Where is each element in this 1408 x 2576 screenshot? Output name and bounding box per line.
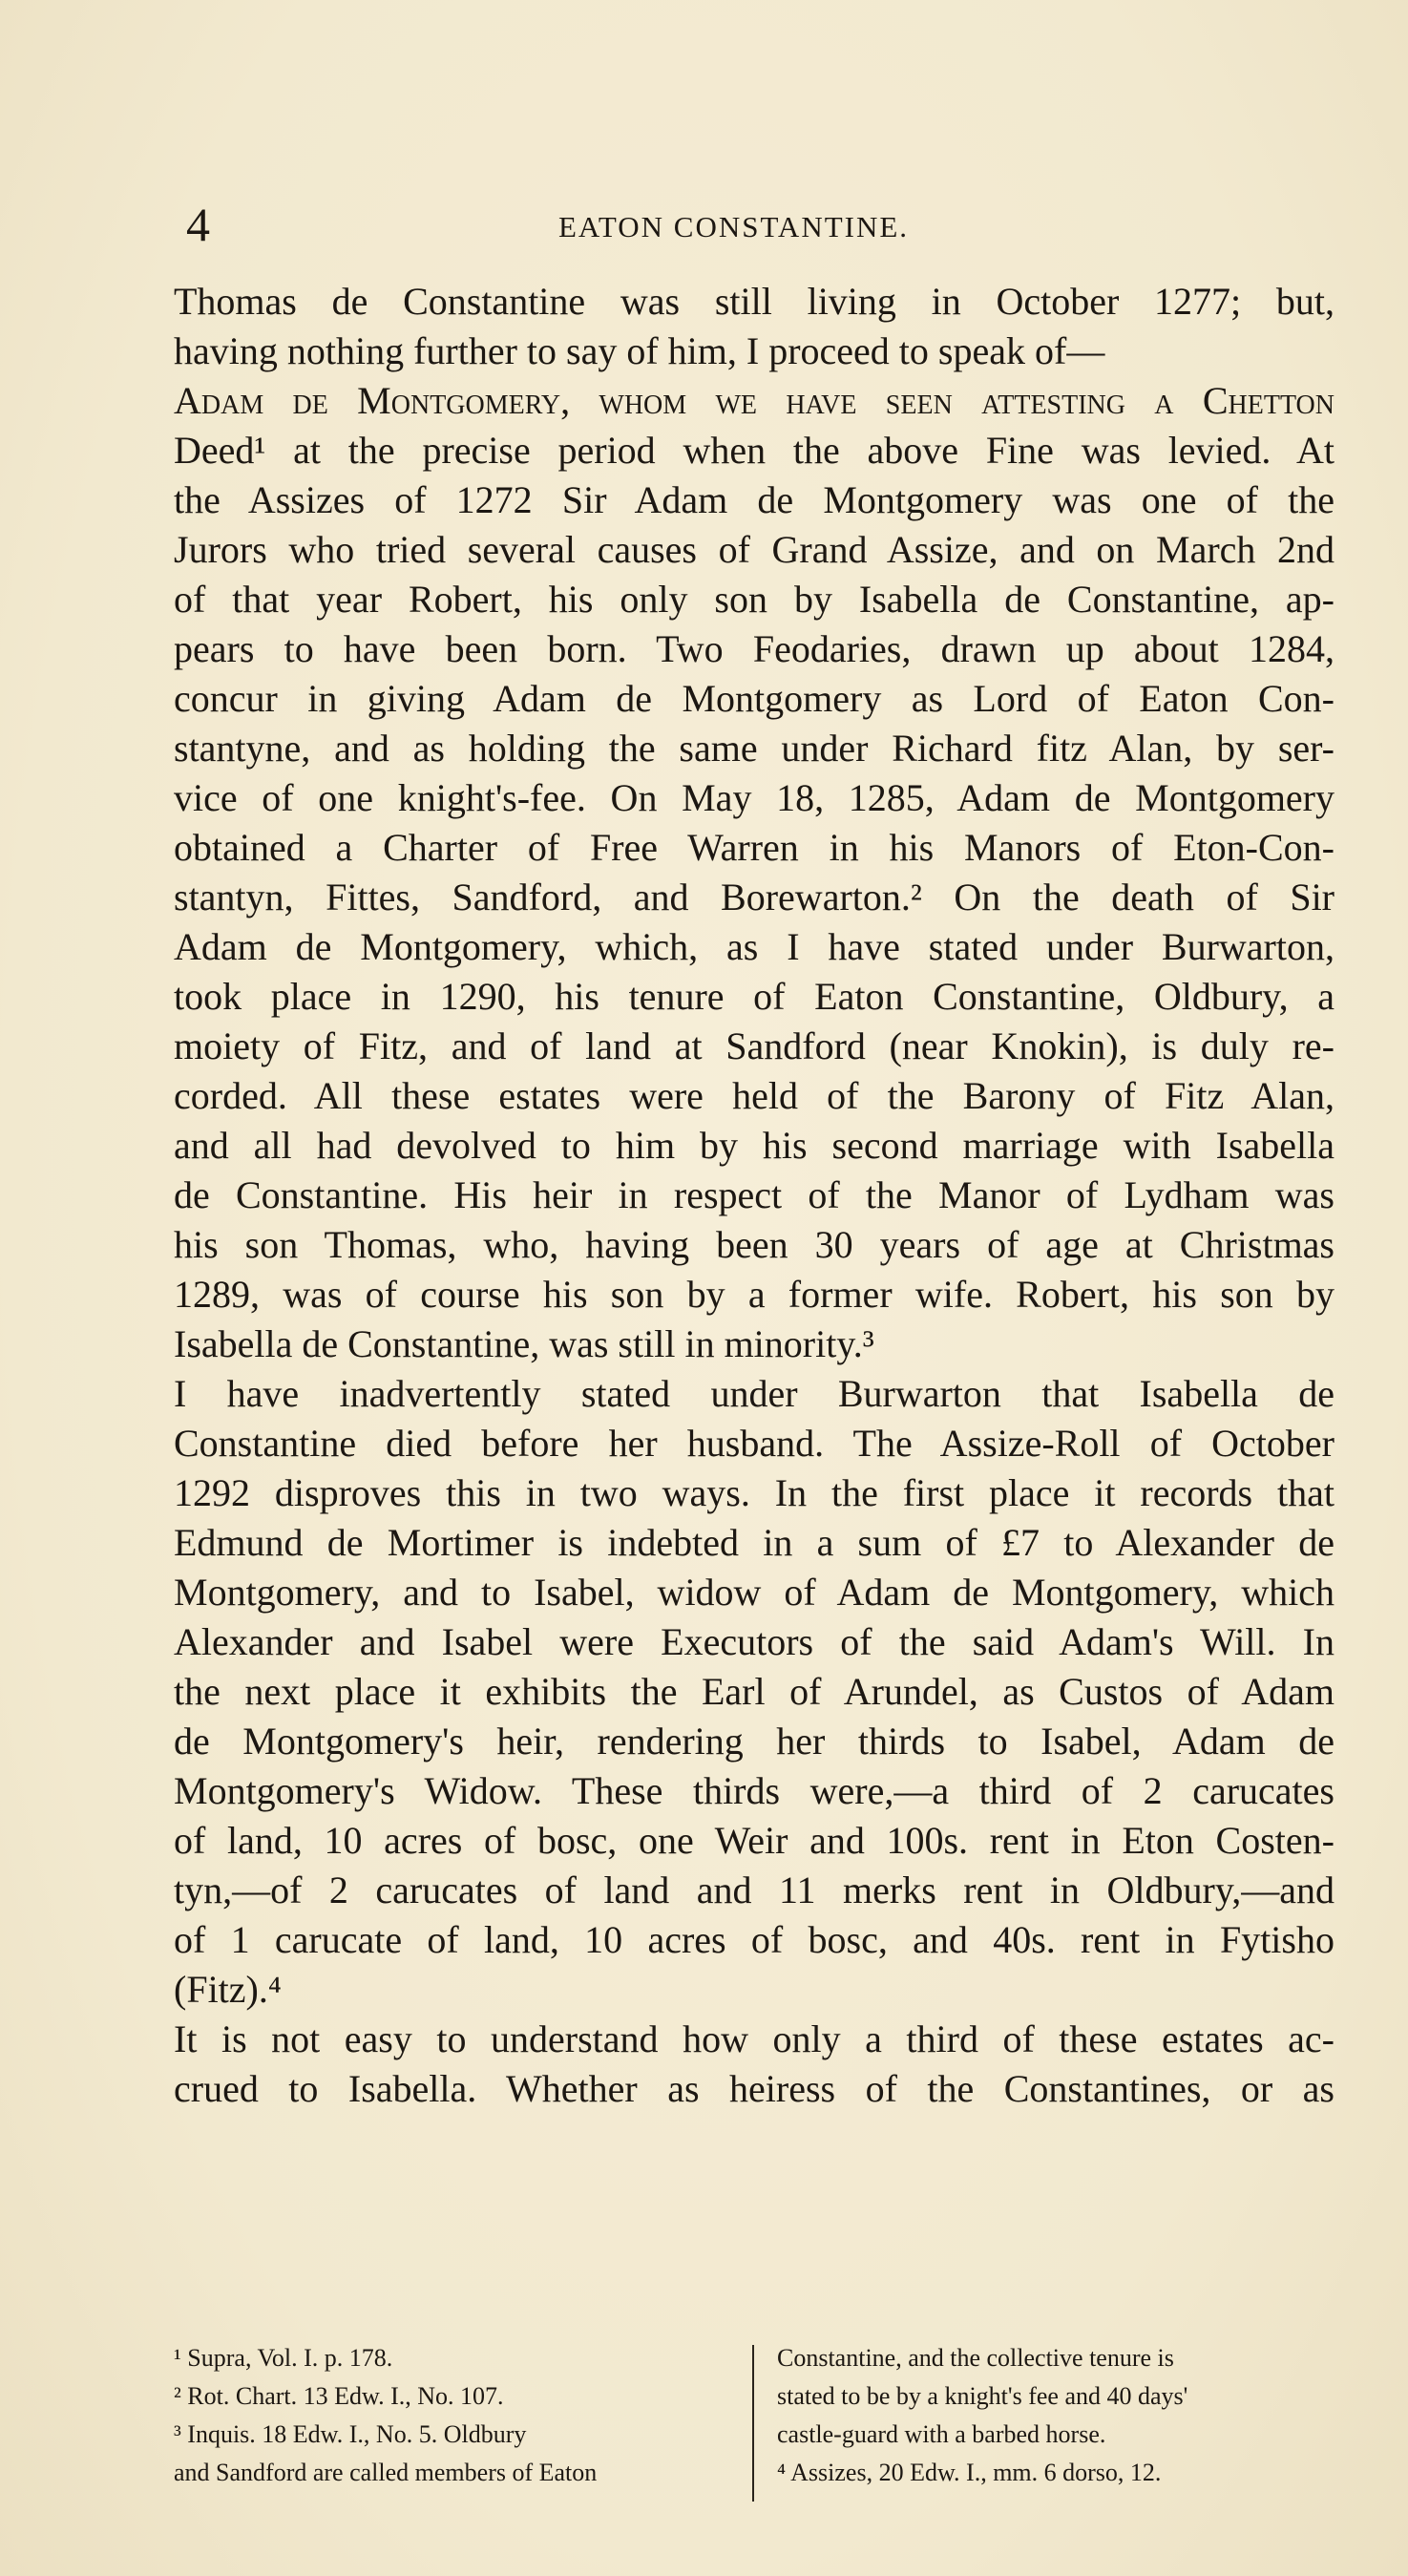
footnotes <box>174 2339 1334 2511</box>
text-line: of that year Robert, his only son by Isabella de Constantine, ap- <box>174 578 1334 621</box>
text-line: Isabella de Constantine, was still in minority.³ <box>174 1322 874 1365</box>
text-line: Montgomery's Widow. These thirds were,—a third of 2 carucates <box>174 1769 1334 1812</box>
footnote-line: castle-guard with a barbed horse. <box>777 2420 1106 2448</box>
text-line: crued to Isabella. Whether as heiress of the Constantines, or as <box>174 2067 1334 2110</box>
text-line: Edmund de Mortimer is indebted in a sum of £7 to Alexander de <box>174 1521 1334 1564</box>
text-line: 1292 disproves this in two ways. In the first place it records that <box>174 1471 1334 1514</box>
text-line: corded. All these estates were held of the Barony of Fitz Alan, <box>174 1074 1334 1117</box>
text-line: stantyne, and as holding the same under Richard fitz Alan, by ser- <box>174 727 1334 770</box>
footnote-line: and Sandford are called members of Eaton <box>174 2459 598 2486</box>
footnote-line: stated to be by a knight's fee and 40 days' <box>777 2382 1188 2410</box>
text-line: tyn,—of 2 carucates of land and 11 merks rent in Oldbury,—and <box>174 1869 1334 1911</box>
footnotes-right-column <box>777 2339 1335 2492</box>
text-line: Thomas de Constantine was still living in October 1277; but, <box>174 280 1334 323</box>
page-number: 4 <box>186 198 210 251</box>
text-line: and all had devolved to him by his second marriage with Isabella <box>174 1124 1334 1167</box>
text-line: (Fitz).⁴ <box>174 1968 282 2011</box>
text-line: Jurors who tried several causes of Grand Assize, and on March 2nd <box>174 528 1334 571</box>
text-line: of land, 10 acres of bosc, one Weir and 100s. rent in Eton Costen- <box>174 1819 1334 1862</box>
footnote-line: ³ Inquis. 18 Edw. I., No. 5. Oldbury <box>174 2420 527 2448</box>
text-line: Deed¹ at the precise period when the above Fine was levied. At <box>174 429 1334 472</box>
text-line: stantyn, Fittes, Sandford, and Borewarton.² On the death of Sir <box>174 876 1334 918</box>
footnote-line: Constantine, and the collective tenure is <box>777 2344 1174 2372</box>
text-line: It is not easy to understand how only a third of these estates ac- <box>174 2017 1334 2060</box>
text-line: vice of one knight's-fee. On May 18, 1285, Adam de Montgomery <box>174 776 1334 819</box>
footnote-line: ¹ Supra, Vol. I. p. 178. <box>174 2344 393 2372</box>
text-line: moiety of Fitz, and of land at Sandford (near Knokin), is duly re- <box>174 1024 1334 1067</box>
text-line: de Montgomery's heir, rendering her thirds to Isabel, Adam de <box>174 1720 1334 1763</box>
footnote-line: ⁴ Assizes, 20 Edw. I., mm. 6 dorso, 12. <box>777 2459 1162 2486</box>
body-text <box>174 277 1334 2114</box>
text-line: the Assizes of 1272 Sir Adam de Montgomery was one of the <box>174 478 1334 521</box>
running-head: EATON CONSTANTINE. <box>558 210 910 243</box>
text-line: obtained a Charter of Free Warren in his Manors of Eton-Con- <box>174 826 1334 869</box>
footnote-line: ² Rot. Chart. 13 Edw. I., No. 107. <box>174 2382 504 2410</box>
text-line: took place in 1290, his tenure of Eaton Constantine, Oldbury, a <box>174 975 1334 1018</box>
text-line: Montgomery, and to Isabel, widow of Adam de Montgomery, which <box>174 1571 1334 1614</box>
text-line: of 1 carucate of land, 10 acres of bosc, and 40s. rent in Fytisho <box>174 1918 1334 1961</box>
text-line: Alexander and Isabel were Executors of the said Adam's Will. In <box>174 1620 1334 1663</box>
text-line: having nothing further to say of him, I proceed to speak of— <box>174 329 1105 372</box>
text-line: the next place it exhibits the Earl of Arundel, as Custos of Adam <box>174 1670 1334 1713</box>
text-line: Constantine died before her husband. The Assize-Roll of October <box>174 1422 1334 1465</box>
text-line: concur in giving Adam de Montgomery as Lord of Eaton Con- <box>174 677 1334 720</box>
text-line: his son Thomas, who, having been 30 years of age at Christmas <box>174 1223 1334 1266</box>
footnote-divider <box>752 2345 754 2502</box>
text-line: de Constantine. His heir in respect of the Manor of Lydham was <box>174 1173 1334 1216</box>
text-line: Adam de Montgomery, which, as I have stated under Burwarton, <box>174 925 1334 968</box>
text-line: I have inadvertently stated under Burwarton that Isabella de <box>174 1372 1334 1415</box>
footnotes-left-column <box>174 2339 732 2492</box>
text-line: 1289, was of course his son by a former wife. Robert, his son by <box>174 1273 1334 1316</box>
page-header <box>0 196 1408 253</box>
text-line: Adam de Montgomery, whom we have seen attesting a Chetton <box>174 379 1334 422</box>
text-line: pears to have been born. Two Feodaries, drawn up about 1284, <box>174 627 1334 670</box>
